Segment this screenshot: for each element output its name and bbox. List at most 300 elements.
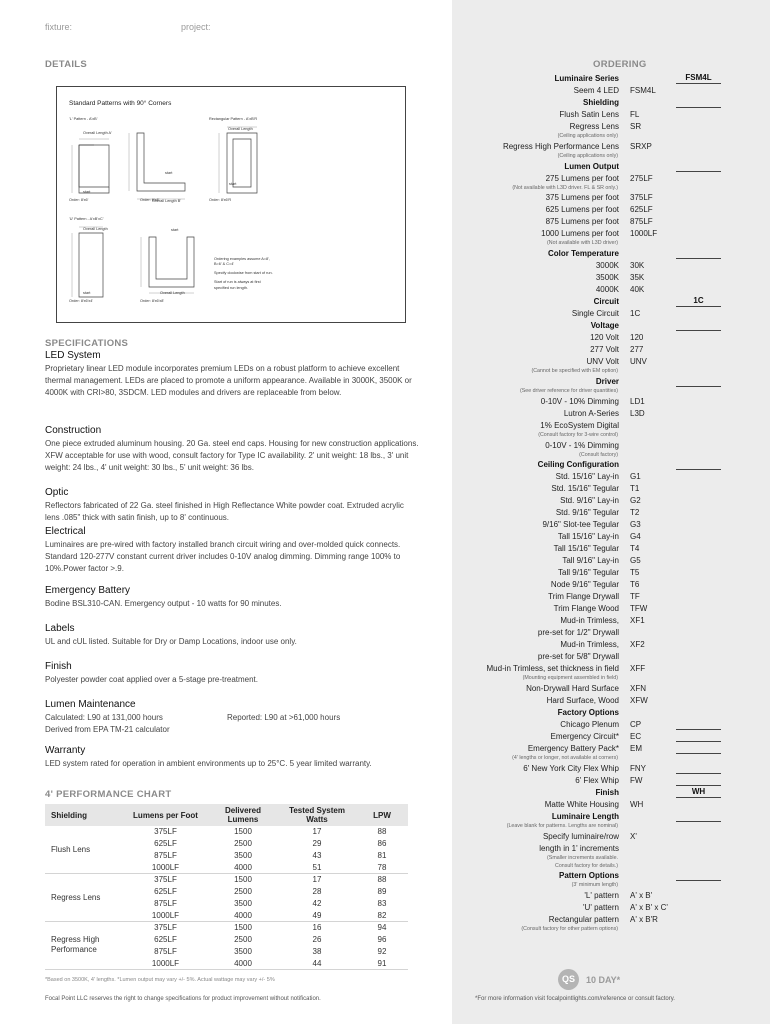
ordering-note: [452, 675, 770, 683]
diagram-title: Standard Patterns with 90° Corners: [69, 100, 172, 107]
ordering-code: G2: [630, 496, 641, 506]
ordering-code: G4: [630, 532, 641, 542]
diagram-note: Start of run is always at first specified run length.: [214, 280, 261, 290]
pattern-diagram: [56, 86, 406, 323]
lumens-per-foot-cell: 625LF: [154, 887, 177, 897]
l-pattern-2-shape: [137, 133, 185, 191]
ordering-label: Mud-in Trimless, set thickness in field: [486, 664, 619, 674]
l-pattern-outline: [79, 145, 109, 193]
ordering-label: Non-Drywall Hard Surface: [526, 684, 619, 694]
ordering-option: [452, 914, 770, 926]
qs-badge-icon: QS: [558, 969, 579, 990]
ordering-option: [452, 173, 770, 185]
shielding-cell: Flush Lens: [45, 826, 123, 874]
ordering-option: [452, 695, 770, 707]
ordering-option: [452, 284, 770, 296]
watts-cell: 38: [312, 946, 322, 956]
spec-heading: Emergency Battery: [45, 585, 131, 596]
delivered-lumens-cell: 3500: [234, 899, 252, 909]
ordering-option: [452, 495, 770, 507]
ordering-label: pre-set for 1/2" Drywall: [537, 628, 619, 638]
ordering-label: 'L' pattern: [584, 891, 619, 901]
spec-text: Polyester powder coat applied over a 5-stage pre-treatment.: [45, 675, 259, 684]
delivered-lumens-cell: 1500: [234, 875, 252, 885]
lumens-per-foot-cell: 1000LF: [123, 957, 208, 969]
lumens-per-foot-cell: 625LF: [154, 839, 177, 849]
ordering-option: [452, 272, 770, 284]
ordering-label: 3000K: [595, 261, 619, 271]
ordering-code: T1: [630, 484, 640, 494]
ordering-section-heading: [452, 787, 770, 799]
ordering-label: Trim Flange Wood: [553, 604, 619, 614]
delivered-lumens-cell: 3500: [234, 946, 252, 956]
ordering-label: Rectangular pattern: [548, 915, 619, 925]
ordering-label: Color Temperature: [548, 249, 619, 259]
spec-led-system: [45, 350, 420, 425]
lumens-per-foot-cell: 875LF: [154, 946, 177, 956]
ordering-code: 1000LF: [630, 229, 658, 239]
delivered-lumens-cell: 1500: [234, 923, 252, 933]
ordering-label: Factory Options: [557, 708, 619, 718]
ordering-label: Tall 15/16" Lay-in: [557, 532, 619, 542]
ordering-option: [452, 396, 770, 408]
order-l1: Order: 8'x6': [69, 198, 89, 202]
maint-derived: Derived from EPA TM-21 calculator: [45, 725, 170, 734]
ordering-section-heading: [452, 376, 770, 388]
ordering-label: Tall 9/16" Lay-in: [562, 556, 619, 566]
ordering-entry-field[interactable]: [676, 718, 721, 730]
ordering-option: [452, 663, 770, 675]
ordering-section-heading: [452, 97, 770, 109]
ordering-label: Regress Lens: [569, 122, 619, 131]
ordering-label: (Cannot be specified with EM option): [531, 368, 618, 375]
ordering-section-heading: [452, 320, 770, 332]
delivered-lumens-cell: 3500: [234, 851, 252, 861]
ordering-note: [452, 882, 770, 890]
lumens-per-foot-cell: 375LF: [154, 827, 177, 837]
ordering-option: [452, 683, 770, 695]
table-row: [45, 922, 408, 934]
ordering-label: (Ceiling applications only): [557, 152, 618, 159]
ordering-label: Specify luminaire/row: [542, 831, 619, 841]
ordering-section-heading: [452, 707, 770, 719]
lumens-per-foot-cell: 875LF: [154, 899, 177, 909]
lpw-cell: 91: [356, 957, 408, 969]
lpw-cell: 92: [377, 946, 387, 956]
ordering-option: [452, 228, 770, 240]
ordering-note: [452, 855, 770, 863]
l-pattern-title: 'L' Pattern - A'xB': [69, 117, 98, 121]
spec-emergency-battery: [45, 585, 420, 623]
spec-heading: Electrical: [45, 526, 86, 537]
ordering-note: [452, 863, 770, 871]
watts-cell: 17: [312, 827, 322, 837]
watts-cell: 43: [312, 851, 322, 861]
ordering-option: [452, 615, 770, 627]
spec-heading: LED System: [45, 350, 101, 361]
ordering-list: [452, 73, 770, 934]
ordering-entry-field[interactable]: [676, 247, 721, 259]
ordering-option: [452, 260, 770, 272]
ordering-label: 375 Lumens per foot: [545, 193, 619, 203]
spec-text: LED system rated for operation in ambient environments up to 25°C. 5 year limited warranty.: [45, 759, 372, 768]
ordering-code: X': [630, 831, 637, 841]
lpw-cell: 86: [377, 839, 387, 849]
ordering-label: Trim Flange Drywall: [548, 592, 619, 602]
ordering-label: (Smaller increments available.: [547, 854, 618, 861]
ordering-section-heading: [452, 811, 770, 823]
ordering-label: Single Circuit: [571, 309, 619, 319]
ordering-code: 1C: [630, 309, 641, 319]
dim-label-u: Overall Length: [83, 227, 108, 231]
ordering-code: 30K: [630, 261, 645, 271]
ordering-option: [452, 890, 770, 902]
details-heading: DETAILS: [45, 59, 88, 70]
ordering-entry-field[interactable]: [676, 762, 721, 774]
ordering-option: [452, 567, 770, 579]
ordering-entry-field[interactable]: [676, 96, 721, 108]
ordering-label: Tall 9/16" Tegular: [558, 568, 619, 578]
watts-cell: 51: [278, 862, 356, 874]
ordering-label: Emergency Battery Pack*: [527, 744, 619, 754]
ordering-option: [452, 591, 770, 603]
ordering-code: SRXP: [630, 141, 652, 151]
dim-label-a: Overall Length A': [83, 131, 112, 135]
ordering-code: 625LF: [630, 205, 653, 215]
ordering-code: FNY: [630, 763, 646, 773]
table-row: [45, 874, 408, 886]
ordering-code: T5: [630, 568, 640, 578]
watts-cell: 42: [312, 899, 322, 909]
lpw-cell: 88: [377, 875, 387, 885]
ordering-label: length in 1' increments: [539, 843, 619, 853]
start-label-5: start: [83, 291, 91, 295]
spec-text: Proprietary linear LED module incorporates premium LEDs on a robust platform to achieve excellent thermal management. LEDs are placed to promote a uniform appearance. Available in 3000K, 3500K or 4000K with CRI>80, 3SDCM. LED modules and drivers are replaceable from below.: [45, 364, 412, 397]
ordering-option: [452, 332, 770, 344]
ordering-entry-field[interactable]: [676, 160, 721, 172]
ordering-option: [452, 344, 770, 356]
ordering-option: [452, 408, 770, 420]
ordering-label: Luminaire Length: [551, 811, 619, 821]
ordering-option: [452, 543, 770, 555]
ordering-note: [452, 755, 770, 763]
ordering-label: Chicago Plenum: [560, 720, 619, 730]
ordering-label: Mud-in Trimless,: [560, 616, 619, 626]
ordering-label: Lumen Output: [564, 161, 619, 171]
spec-heading: Construction: [45, 425, 102, 436]
ordering-section-heading: [452, 296, 770, 308]
ordering-note: [452, 432, 770, 440]
ordering-code: T4: [630, 544, 640, 554]
performance-table: [45, 804, 408, 970]
start-label-4: start: [171, 228, 179, 232]
ordering-label: UNV Volt: [586, 357, 619, 367]
dim-label-rect: Overall Length: [228, 127, 253, 131]
shielding-cell: Regress High Performance: [45, 922, 123, 970]
watts-cell: 28: [312, 887, 322, 897]
ordering-entry-field[interactable]: [676, 730, 721, 742]
ordering-code: FL: [630, 110, 640, 119]
spec-heading: Lumen Maintenance: [45, 699, 136, 710]
ordering-code: FW: [630, 775, 643, 785]
l-pattern-shape: [79, 145, 109, 187]
watts-cell: 29: [312, 839, 322, 849]
ordering-code: T2: [630, 508, 640, 518]
ordering-code: XFW: [630, 696, 648, 706]
ordering-section-heading: [452, 248, 770, 260]
ordering-label: (3' minimum length): [571, 882, 618, 889]
ordering-section-heading: [452, 161, 770, 173]
lpw-cell: 89: [377, 887, 387, 897]
ordering-option: [452, 519, 770, 531]
ordering-label: 0-10V - 1% Dimming: [545, 440, 619, 450]
ordering-label: (See driver reference for driver quantities): [519, 387, 618, 394]
ordering-option: [452, 109, 770, 121]
ordering-label: Ceiling Configuration: [537, 460, 619, 470]
ordering-option: [452, 121, 770, 133]
ordering-option: [452, 775, 770, 787]
ordering-label: (Ceiling applications only): [557, 133, 618, 139]
ordering-label: 0-10V - 10% Dimming: [540, 396, 619, 406]
fixture-label: fixture:: [45, 22, 73, 32]
ordering-option: [452, 308, 770, 320]
ordering-code: A' x B' x C': [630, 903, 668, 913]
ordering-code: XFN: [630, 684, 646, 694]
ordering-code: LD1: [630, 396, 645, 406]
ordering-note: [452, 153, 770, 161]
ordering-code: FSM4L: [630, 86, 656, 95]
specifications-heading: SPECIFICATIONS: [45, 338, 129, 349]
shielding-cell: Regress Lens: [45, 874, 123, 922]
ordering-label: Shielding: [583, 98, 619, 107]
ordering-label: 625 Lumens per foot: [545, 205, 619, 215]
ordering-option: [452, 420, 770, 432]
table-row: [45, 826, 408, 838]
ordering-option: [452, 471, 770, 483]
delivered-lumens-cell: 4000: [208, 862, 278, 874]
lumens-per-foot-cell: 375LF: [154, 875, 177, 885]
maint-reported: Reported: L90 at >61,000 hours: [227, 713, 341, 722]
spec-text: Luminaires are pre-wired with factory installed branch circuit wiring and over-molded quick connects. Standard 120-277V constant current driver includes 0-10V analog dimming. Dimming range 100% to 10%.Power factor >.9.: [45, 540, 401, 573]
ordering-entry-field[interactable]: [676, 458, 721, 470]
project-label: project:: [181, 22, 211, 32]
ordering-code: 40K: [630, 285, 645, 295]
ordering-label: Luminaire Series: [554, 74, 619, 83]
ordering-note: [452, 926, 770, 934]
ordering-label: 1000 Lumens per foot: [541, 229, 619, 239]
ordering-code: EM: [630, 744, 642, 754]
spec-heading: Warranty: [45, 745, 86, 756]
u-pattern-shape: [79, 233, 103, 297]
ordering-code: G5: [630, 556, 641, 566]
ordering-note: [452, 133, 770, 141]
spec-text: Bodine BSL310-CAN. Emergency output - 10 watts for 90 minutes.: [45, 599, 282, 608]
rect-pattern-title: Rectangular Pattern - A'xB'R: [209, 117, 258, 121]
ordering-option: [452, 204, 770, 216]
spec-construction: [45, 425, 420, 487]
ordering-heading: ORDERING: [593, 59, 647, 70]
maint-row: [45, 724, 420, 736]
diagram-note: Ordering examples assume A=8', B=6' & C=4': [214, 257, 270, 267]
spec-electrical: [45, 526, 420, 585]
ordering-code: WH: [630, 799, 644, 809]
ordering-note: [452, 388, 770, 396]
ordering-entry-field[interactable]: FSM4L: [676, 72, 721, 84]
ordering-label: (Consult factory for other pattern options): [521, 926, 618, 933]
ten-day-label: 10 DAY*: [586, 975, 621, 985]
ordering-entry-field[interactable]: [676, 319, 721, 331]
ordering-option: [452, 731, 770, 743]
ordering-label: Node 9/16" Tegular: [550, 580, 619, 590]
watts-cell: 17: [312, 875, 322, 885]
ordering-label: Voltage: [590, 321, 619, 331]
maint-row: [45, 712, 420, 724]
ordering-label: 6' New York City Flex Whip: [523, 763, 619, 773]
ordering-label: (Consult factory): [579, 451, 618, 458]
ordering-label: (Leave blank for patterns. Lengths are nominal): [506, 822, 618, 829]
order-u1: Order: 8'x6'x4': [69, 299, 94, 303]
footer-reference: *For more information visit focalpointlights.com/reference or consult factory.: [475, 996, 675, 1002]
delivered-lumens-cell: 2500: [234, 934, 252, 944]
u-pattern-title: 'U' Pattern - A'xB'xC': [69, 217, 104, 221]
ordering-label: 6' Flex Whip: [575, 775, 619, 785]
ordering-option: [452, 603, 770, 615]
spec-text: Reflectors fabricated of 22 Ga. steel finished in High Reflectance White powder coat. Extruded acrylic lens .085" thick with satin finish, up to 8' continuous.: [45, 501, 404, 522]
ordering-option: [452, 216, 770, 228]
maint-calculated: Calculated: L90 at 131,000 hours: [45, 713, 163, 722]
ordering-option: [452, 719, 770, 731]
lpw-cell: 88: [377, 827, 387, 837]
ordering-label: 1% EcoSystem Digital: [540, 420, 619, 430]
spec-warranty: [45, 745, 420, 770]
u-pattern-2-shape: [149, 237, 194, 287]
ordering-entry-field[interactable]: WH: [676, 786, 721, 798]
ordering-option: [452, 799, 770, 811]
ordering-label: Regress High Performance Lens: [502, 141, 619, 151]
ordering-option: [452, 531, 770, 543]
ordering-option: [452, 579, 770, 591]
lpw-cell: 78: [356, 862, 408, 874]
ordering-option: [452, 507, 770, 519]
watts-cell: 49: [278, 910, 356, 922]
ordering-code: 120: [630, 333, 644, 343]
ordering-label: (Not available with L3D driver): [547, 240, 618, 247]
ordering-label: 875 Lumens per foot: [545, 217, 619, 227]
ordering-code: T6: [630, 580, 640, 590]
ordering-option: [452, 639, 770, 651]
spec-heading: Finish: [45, 661, 72, 672]
ordering-code: CP: [630, 720, 642, 730]
order-rect: Order: 8'x6'R: [209, 198, 232, 202]
ordering-code: TFW: [630, 604, 648, 614]
ordering-label: Lutron A-Series: [563, 408, 619, 418]
spec-text: UL and cUL listed. Suitable for Dry or Damp Locations, indoor use only.: [45, 637, 297, 646]
order-u2: Order: 8'x6'x8': [140, 299, 165, 303]
ordering-label: 4000K: [595, 285, 619, 295]
ordering-note: [452, 452, 770, 460]
ordering-label: 9/16" Slot-tee Tegular: [542, 520, 619, 530]
ordering-entry-field[interactable]: [676, 375, 721, 387]
spec-finish: [45, 661, 420, 699]
diagram-notes: [214, 257, 274, 295]
ordering-label: (Not available with L3D driver. FL & SR only.): [512, 184, 618, 191]
ordering-label: Finish: [595, 787, 619, 797]
delivered-lumens-cell: 2500: [234, 839, 252, 849]
ordering-label: Driver: [595, 376, 619, 386]
ordering-code: SR: [630, 122, 642, 131]
table-header-row: [45, 804, 408, 826]
ordering-label: Std. 9/16" Lay-in: [560, 496, 619, 506]
delivered-lumens-cell: 1500: [234, 827, 252, 837]
ordering-label: Matte White Housing: [544, 799, 619, 809]
ordering-option: [452, 85, 770, 97]
lumens-per-foot-cell: 1000LF: [123, 910, 208, 922]
ordering-entry-field[interactable]: [676, 742, 721, 754]
ordering-section-heading: [452, 870, 770, 882]
ordering-code: 375LF: [630, 193, 653, 203]
diagram-note: Specify clockwise from start of run.: [214, 271, 273, 276]
specifications: [45, 350, 420, 770]
col-shielding: Shielding: [45, 804, 123, 826]
ordering-entry-field[interactable]: [676, 774, 721, 786]
ordering-code: L3D: [630, 408, 645, 418]
ordering-option: [452, 483, 770, 495]
ordering-label: Std. 9/16" Tegular: [555, 508, 619, 518]
spec-text: One piece extruded aluminum housing. 20 Ga. steel end caps. Housing for new construction applications. XFW acceptable for use with wood, consult factory for Type IC availability. 2' unit weight: 18 lbs., 3' unit weight: 24 lbs., 4' unit weight: 30 lbs., 5' unit weight: 36 lbs.: [45, 439, 419, 472]
ordering-code: XF2: [630, 640, 645, 650]
ordering-option: [452, 356, 770, 368]
delivered-lumens-cell: 4000: [208, 910, 278, 922]
spec-heading: Labels: [45, 623, 75, 634]
ordering-label: Pattern Options: [558, 871, 619, 881]
col-lumens-per-foot: Lumens per Foot: [123, 804, 208, 826]
ordering-entry-field[interactable]: 1C: [676, 295, 721, 307]
ordering-note: [452, 240, 770, 248]
ordering-code: 277: [630, 345, 644, 355]
col-lpw: LPW: [356, 804, 408, 826]
ordering-section-heading: [452, 73, 770, 85]
ordering-entry-field[interactable]: [676, 810, 721, 822]
ordering-option: [452, 651, 770, 663]
ordering-label: 277 Volt: [590, 345, 619, 355]
ordering-code: EC: [630, 732, 642, 742]
order-l2: Order: 6'x8': [140, 198, 160, 202]
footer-disclaimer: Focal Point LLC reserves the right to change specifications for product improvement without notification.: [45, 996, 321, 1002]
ordering-code: G3: [630, 520, 641, 530]
ordering-option: [452, 192, 770, 204]
ordering-code: XF1: [630, 616, 645, 626]
ordering-code: A' x B': [630, 891, 653, 901]
lpw-cell: 82: [356, 910, 408, 922]
ordering-code: 875LF: [630, 217, 653, 227]
ordering-option: [452, 440, 770, 452]
col-delivered-lumens: Delivered Lumens: [208, 804, 278, 826]
ordering-label: Mud-in Trimless,: [560, 640, 619, 650]
ordering-label: 275 Lumens per foot: [545, 173, 619, 183]
ordering-option: [452, 627, 770, 639]
dim-label-b: Overall Length B': [152, 199, 182, 203]
ordering-code: A' x B'R: [630, 915, 658, 925]
ordering-label: 3500K: [595, 273, 619, 283]
spec-heading: Optic: [45, 487, 69, 498]
delivered-lumens-cell: 4000: [208, 957, 278, 969]
ordering-label: Emergency Circuit*: [550, 732, 619, 742]
ordering-label: Flush Satin Lens: [559, 110, 619, 119]
spec-labels: [45, 623, 420, 661]
lumens-per-foot-cell: 375LF: [154, 923, 177, 933]
ordering-entry-field[interactable]: [676, 869, 721, 881]
ordering-label: (Mounting equipment assembled in field): [522, 675, 618, 682]
